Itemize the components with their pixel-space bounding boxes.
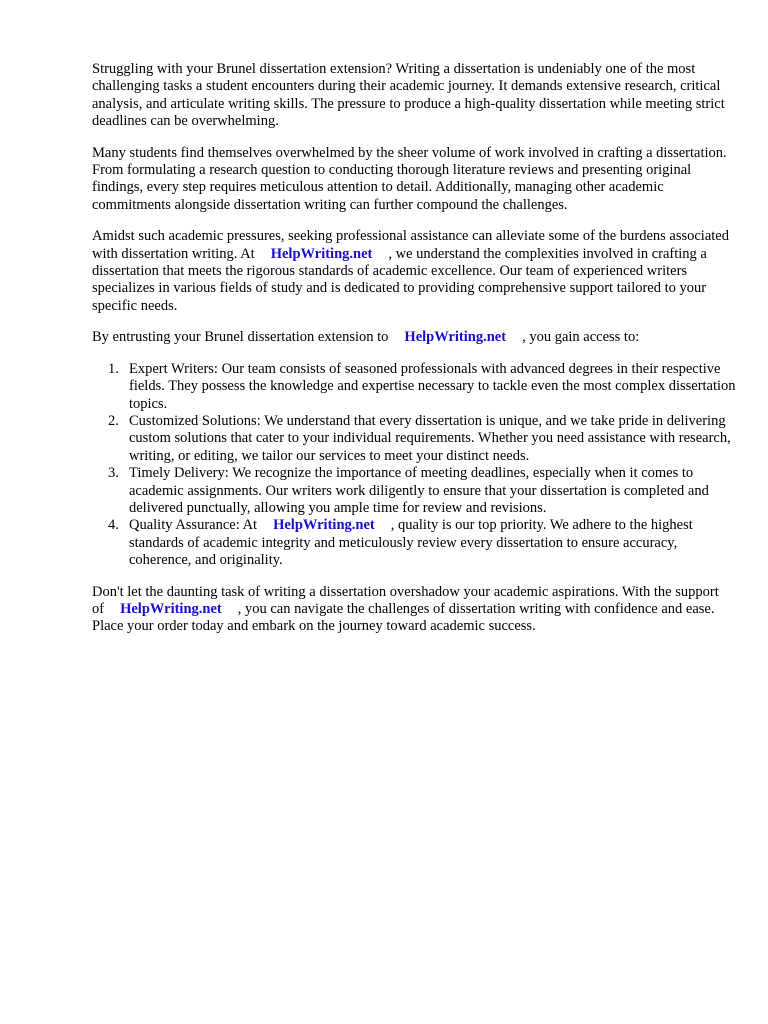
list-item-timely-delivery (92, 465, 737, 517)
assistance-text-after: , we understand the complexities involved in crafting a dissertation that meets the rigorous standards of academic excellence. Our team of experienced writers specializes in various fields of study and is dedicated to providing comprehensive support tailored to your specific needs. (92, 245, 707, 314)
assistance-paragraph (92, 228, 737, 315)
list-number: 1. (108, 360, 119, 377)
access-text-before: By entrusting your Brunel dissertation extension to (92, 329, 389, 346)
helpwriting-link[interactable]: HelpWriting.net (273, 517, 375, 534)
helpwriting-link[interactable]: HelpWriting.net (404, 329, 507, 346)
closing-text-after: , you can navigate the challenges of dissertation writing with confidence and ease. Place your order today and embark on the journey toward academic success. (92, 600, 715, 635)
intro-text: Struggling with your Brunel dissertation extension? Writing a dissertation is undeniably one of the most challenging tasks a student encounters during their academic journey. It demands extensive research, critical analysis, and articulate writing skills. The pressure to produce a high-quality dissertation while meeting strict deadlines can be overwhelming. (92, 61, 725, 130)
intro-paragraph (92, 61, 737, 131)
list-item-text: Timely Delivery: We recognize the importance of meeting deadlines, especially when it comes to academic assignments. Our writers work diligently to ensure that your dissertation is completed and delivered punctually, allowing you ample time for review and revisions. (129, 465, 709, 516)
list-item-text: Expert Writers: Our team consists of seasoned professionals with advanced degrees in their respective fields. They possess the knowledge and expertise necessary to tackle even the most complex dissertation topics. (129, 360, 736, 412)
benefits-list (92, 361, 737, 570)
list-item-expert-writers (92, 361, 737, 413)
access-text-after: , you gain access to: (522, 329, 640, 346)
list-number: 3. (108, 465, 119, 482)
helpwriting-link[interactable]: HelpWriting.net (120, 600, 222, 617)
document-page (92, 61, 737, 650)
list-item-quality-assurance (92, 517, 737, 569)
assistance-text-before: Amidst such academic pressures, seeking professional assistance can alleviate some of the burdens associated with dissertation writing. At (92, 228, 729, 262)
access-paragraph (92, 329, 737, 346)
challenges-text: Many students find themselves overwhelmed by the sheer volume of work involved in crafting a dissertation. From formulating a research question to conducting thorough literature reviews and presenting original findings, every step requires meticulous attention to detail. Additionally, managing other academic commitments alongside dissertation writing can further compound the challenges. (92, 144, 727, 213)
helpwriting-link[interactable]: HelpWriting.net (270, 245, 373, 262)
list-item-text-after: , quality is our top priority. We adhere to the highest standards of academic integrity and meticulously review every dissertation to ensure accuracy, coherence, and originality. (129, 517, 693, 569)
list-number: 2. (108, 412, 119, 429)
list-item-text-before: Quality Assurance: At (129, 517, 258, 534)
list-item-text: Customized Solutions: We understand that every dissertation is unique, and we take pride in delivering custom solutions that cater to your individual requirements. Whether you need assistance with research, writing, or editing, we tailor our services to meet your distinct needs. (129, 412, 731, 464)
list-number: 4. (108, 517, 119, 534)
closing-text-before: Don't let the daunting task of writing a dissertation overshadow your academic aspirations. With the support of (92, 583, 719, 617)
closing-paragraph (92, 584, 737, 636)
challenges-paragraph (92, 145, 737, 215)
list-item-customized-solutions (92, 413, 737, 465)
